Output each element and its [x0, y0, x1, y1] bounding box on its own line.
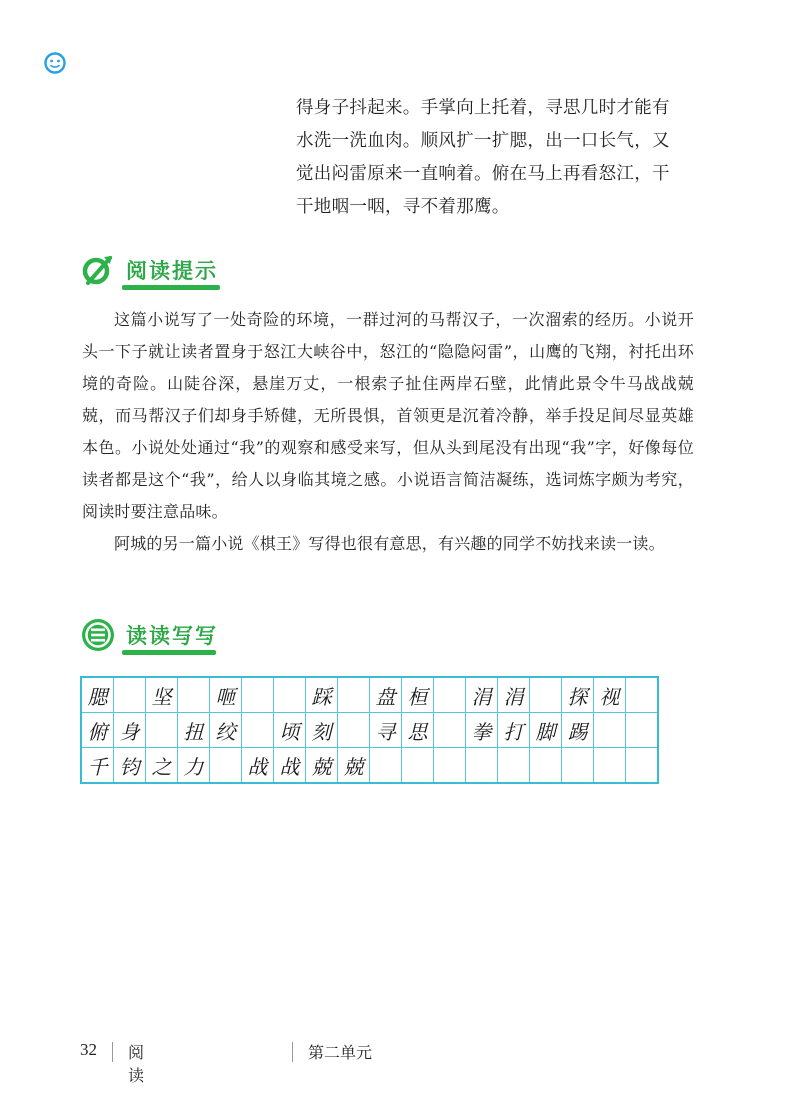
grid-cell: 扭: [178, 713, 210, 748]
grid-cell: 盘: [370, 677, 402, 713]
vocabulary-grid: [80, 676, 659, 784]
grid-cell: 兢: [306, 748, 338, 784]
grid-row: [81, 748, 658, 784]
grid-cell: [434, 713, 466, 748]
hint-paragraph: 阿城的另一篇小说《棋王》写得也很有意思，有兴趣的同学不妨找来读一读。: [114, 534, 665, 553]
grid-cell: 战: [242, 748, 274, 784]
grid-cell: 顷: [274, 713, 306, 748]
grid-cell: 兢: [338, 748, 370, 784]
heading-underline: [122, 285, 220, 290]
smiley-face-icon: [44, 52, 66, 74]
grid-cell: 踢: [562, 713, 594, 748]
grid-row: [81, 713, 658, 748]
heading-underline: [122, 650, 216, 655]
read-write-icon: [80, 617, 116, 653]
grid-cell: 探: [562, 677, 594, 713]
grid-cell: 脚: [530, 713, 562, 748]
grid-cell: 桓: [402, 677, 434, 713]
grid-cell: [178, 677, 210, 713]
grid-cell: 腮: [81, 677, 114, 713]
grid-cell: [530, 677, 562, 713]
poem-line: 得身子抖起来。手掌向上托着，寻思几时才能有: [296, 98, 670, 118]
grid-cell: [338, 713, 370, 748]
grid-cell: 之: [146, 748, 178, 784]
grid-cell: 绞: [210, 713, 242, 748]
grid-cell: 钧: [114, 748, 146, 784]
poem-line: 干地咽一咽，寻不着那鹰。: [296, 197, 510, 217]
grid-cell: [146, 713, 178, 748]
grid-cell: 打: [498, 713, 530, 748]
footer-unit: 第二单元: [308, 1045, 373, 1062]
grid-cell: 力: [178, 748, 210, 784]
grid-cell: [466, 748, 498, 784]
grid-cell: 刻: [306, 713, 338, 748]
grid-cell: 千: [81, 748, 114, 784]
read-write-heading: [80, 617, 218, 653]
poem-line: 水洗一洗血肉。顺风扩一扩腮，出一口长气，又: [296, 131, 670, 151]
grid-cell: 踩: [306, 677, 338, 713]
grid-cell: 视: [594, 677, 626, 713]
footer-section: 阅读: [128, 1045, 153, 1085]
grid-cell: 战: [274, 748, 306, 784]
grid-cell: [594, 713, 626, 748]
grid-cell: [402, 748, 434, 784]
grid-cell: [242, 713, 274, 748]
grid-cell: 拳: [466, 713, 498, 748]
grid-cell: [210, 748, 242, 784]
read-write-title: 读读写写: [126, 624, 218, 648]
grid-cell: 身: [114, 713, 146, 748]
grid-cell: [562, 748, 594, 784]
poem-excerpt: [296, 92, 696, 224]
grid-cell: [370, 748, 402, 784]
page-number: 32: [80, 1040, 97, 1059]
grid-cell: [498, 748, 530, 784]
grid-cell: 涓: [466, 677, 498, 713]
grid-cell: 俯: [81, 713, 114, 748]
grid-cell: 寻: [370, 713, 402, 748]
grid-row: [81, 677, 658, 713]
reading-hint-title: 阅读提示: [126, 259, 218, 283]
grid-cell: 咂: [210, 677, 242, 713]
grid-cell: [274, 677, 306, 713]
footer-divider: [292, 1042, 293, 1062]
grid-cell: [434, 748, 466, 784]
poem-line: 觉出闷雷原来一直响着。俯在马上再看怒江，干: [296, 164, 670, 184]
grid-cell: [626, 713, 659, 748]
grid-cell: [242, 677, 274, 713]
footer-divider: [112, 1042, 113, 1062]
hint-paragraph: 这篇小说写了一处奇险的环境，一群过河的马帮汉子，一次溜索的经历。小说开头一下子就让读者置身于怒江大峡谷中，怒江的“隐隐闷雷”，山鹰的飞翔，衬托出环境的奇险。山陡谷深，悬崖万丈，一根索子扯住两岸石壁，此情此景令牛马战战兢兢，而马帮汉子们却身手矫健，无所畏惧，首领更是沉着冷静，举手投足间尽显英雄本色。小说处处通过“我”的观察和感受来写，但从头到尾没有出现“我”字，好像每位读者都是这个“我”，给人以身临其境之感。小说语言简洁凝练，选词炼字颇为考究，阅读时要注意品味。: [82, 310, 694, 521]
grid-cell: [530, 748, 562, 784]
grid-cell: [626, 748, 659, 784]
grid-cell: 坚: [146, 677, 178, 713]
reading-hint-body: [82, 304, 694, 560]
grid-cell: 思: [402, 713, 434, 748]
grid-cell: [114, 677, 146, 713]
grid-cell: [338, 677, 370, 713]
reading-hint-icon: [80, 252, 116, 288]
grid-cell: [626, 677, 659, 713]
grid-cell: [434, 677, 466, 713]
reading-hint-heading: [80, 252, 218, 288]
grid-cell: [594, 748, 626, 784]
grid-cell: 涓: [498, 677, 530, 713]
